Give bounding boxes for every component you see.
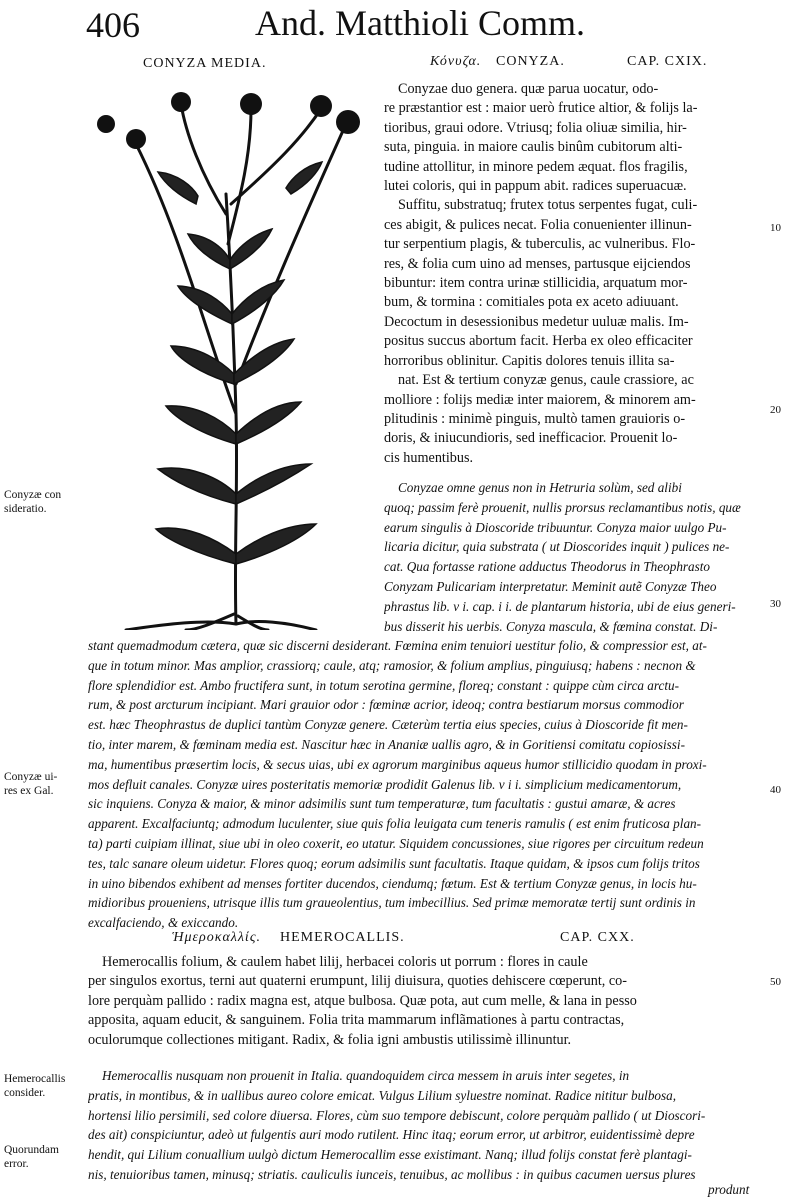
text-line: stant quemadmodum cætera, quæ sic discerni desiderant. Fœmina enim tenuiori uestitur folio, & compressior est, at- — [88, 638, 707, 653]
text-line: sic inquiens. Conyza & maior, & minor adsimilis sunt tum temperaturæ, tum facultatis : gustui amaræ, & acres — [88, 796, 676, 812]
text-line: quoq; passim ferè prouenit, nullis prorsus reclamantibus notis, quæ — [384, 499, 741, 515]
commentary-hemerocallis — [88, 1066, 765, 1185]
text-line: licaria dicitur, quia substrata ( ut Dioscorides inquit ) pulices ne- — [384, 539, 730, 555]
line-number: 30 — [770, 598, 781, 610]
text-line: Suffitu, substratuq; frutex totus serpentes fugat, culi- — [398, 197, 698, 214]
text-line: molliore : folijs mediæ inter maiorem, & minorem am- — [384, 391, 696, 408]
text-line: tur serpentium plagis, & tuberculis, ac vulneribus. Flo- — [384, 236, 696, 253]
text-line: est. hæc Theophrastus de duplici tantùm Conyzæ genere. Cæterùm tertia eius species, cuius à Dioscoride fit men- — [88, 717, 688, 733]
text-line: hendit, qui Lilium conuallium uulgò dictum Hemerocallim esse existimant. Nanq; illud folijs constat ferè plantagi- — [88, 1147, 692, 1163]
chapter2-title: HEMEROCALLIS. — [280, 930, 405, 945]
text-line: positus succus abortum facit. Herba ex oleo efficaciter — [384, 333, 693, 350]
dioscorides-text-conyza — [384, 80, 765, 468]
line-number: 40 — [770, 784, 781, 796]
text-line: Conyzae omne genus non in Hetruria solùm, sed alibi — [398, 480, 682, 495]
text-line: excalfaciendo, & exiccando. — [88, 915, 239, 931]
line-number: 10 — [770, 222, 781, 234]
page-number: 406 — [86, 5, 140, 45]
text-line: Hemerocallis nusquam non prouenit in Italia. quandoquidem circa messem in aruis inter segetes, in — [102, 1068, 630, 1083]
commentary-conyza-narrow — [384, 478, 765, 636]
text-line: des ait) conspiciuntur, adeò ut fulgentis auri modo rutilent. Hinc itaq; eorum error, ut arbitror, euidentissimè depre — [88, 1127, 695, 1143]
margin-note-line: Quorundam — [4, 1144, 59, 1156]
text-line: pratis, in montibus, & in uallibus aureo colore emicat. Vulgus Lilium syluestre nominat. Radice nititur bulbosa, — [88, 1087, 677, 1103]
text-line: tioribus, graui odore. Vtriusq; folia oliuæ similia, hir- — [384, 119, 687, 136]
text-line: ma, humentibus præsertim locis, & secus uias, ubi ex agrorum marginibus aqueus humor stillicidio quodam in proxi- — [88, 756, 707, 772]
text-line: cat. Qua fortasse ratione adductus Theodorus in Theophrasto — [384, 559, 711, 575]
chapter-title: CONYZA. — [496, 54, 565, 69]
margin-note-hemerocallis — [4, 1072, 65, 1100]
line-number: 20 — [770, 404, 781, 416]
margin-note-error — [4, 1143, 59, 1171]
text-line: nis, tenuioribus tamen, minusq; striatis. cauliculis iunceis, tenuibus, ac mollibus : in quibus cacumen uersus plures — [88, 1166, 696, 1182]
text-line: bum, & tormina : comitiales pota ex aceto adiuuant. — [384, 294, 679, 311]
commentary-conyza-wide — [88, 636, 765, 933]
text-line: suta, pinguia. in maiore caulis binûm cubitorum alti- — [384, 139, 683, 156]
text-line: plitudinis : minimè pinguis, multò tamen grauioris o- — [384, 410, 686, 427]
text-line: tudine attollitur, in minore pedem æquat. flos fragilis, — [384, 158, 688, 175]
text-line: oculorumque collectiones mitigant. Radix, & folia igni ambustis utilissimè illinuntur. — [88, 1031, 572, 1048]
text-line: apparent. Excalfaciuntq; admodum luculenter, siue quis folia leuigata cum teneris ramulis ( est enim fruticosa plan- — [88, 816, 702, 832]
conyza-plant-icon — [86, 84, 378, 630]
chapter2-number: CAP. CXX. — [560, 930, 635, 945]
catchword: produnt — [708, 1182, 750, 1197]
text-line: Hemerocallis folium, & caulem habet lilij, herbacei coloris ut porrum : flores in caule — [102, 954, 588, 970]
margin-note-line: error. — [4, 1158, 29, 1170]
text-line: flore splendidior est. Ambo fructifera sunt, in totum serotina germine, floreq; constant : quippe cùm circa arctu- — [88, 677, 680, 693]
line-number: 50 — [770, 976, 781, 988]
chapter2-greek-title: Ἡμεροκαλλίς. — [172, 930, 262, 945]
text-line: tio, inter marem, & fœminam media est. Nascitur hæc in Ananiæ uallis agro, & in Goritiensi comitatu copiosissi- — [88, 736, 685, 752]
text-line: bus disserit his uerbis. Conyza mascula, & fœmina constat. Di- — [384, 618, 718, 634]
text-line: lutei coloris, qui in pappum abit. radices superuacuæ. — [384, 178, 687, 195]
text-line: earum singulis à Dioscoride tribuuntur. Conyza maior uulgo Pu- — [384, 519, 727, 535]
text-line: bibuntur: item contra urinæ stillicidia, arquatum mor- — [384, 275, 688, 292]
margin-note-line: res ex Gal. — [4, 785, 54, 797]
dioscorides-text-hemerocallis — [88, 953, 765, 1050]
margin-note-line: Conyzæ con — [4, 489, 62, 501]
margin-note-consideratio — [4, 488, 61, 516]
text-line: mos defluit canales. Conyzæ uires posteritatis memoriæ prodidit Galenus lib. v i i. simplicium medicamentorum, — [88, 776, 682, 792]
text-line: ta) parti cuipiam illinat, siue ubi in oleo coxerit, eo utatur. Siquidem concussiones, siue rigores per circuitum redeun — [88, 835, 704, 851]
plant-caption: CONYZA MEDIA. — [143, 56, 267, 71]
margin-note-uires — [4, 770, 57, 798]
text-line: apposita, aquam educit, & sanguinem. Folia trita mammarum inflãmationes à partu contractas, — [88, 1012, 625, 1029]
text-line: cis humentibus. — [384, 449, 474, 466]
margin-note-line: sideratio. — [4, 503, 47, 515]
text-line: Decoctum in desessionibus medetur uuluæ malis. Im- — [384, 313, 689, 330]
text-line: rum, & post arcturum incipiant. Mari grauior odor : fœminæ acrior, ideoq; contra bestiarum morsus commodior — [88, 697, 684, 713]
text-line: re præstantior est : maior uerò frutice altior, & folijs la- — [384, 100, 698, 117]
text-line: in uino bibendos exhibent ad menses fortiter ducendos, ciendumq; fœtum. Est & tertium Conyzæ genus, in locis hu- — [88, 875, 697, 891]
margin-note-line: Hemerocallis — [4, 1073, 66, 1085]
text-line: per singulos exortus, terni aut quaterni erumpunt, lilij diuisura, quoties dehiscere cœperunt, co- — [88, 973, 627, 990]
margin-note-line: consider. — [4, 1087, 46, 1099]
text-line: phrastus lib. v i. cap. i i. de plantarum historia, ubi de eius generi- — [384, 598, 736, 614]
text-line: lore perquàm pallido : radix magna est, atque bulbosa. Quæ pota, aut cum melle, & lana in pesso — [88, 992, 637, 1009]
text-line: nat. Est & tertium conyzæ genus, caule crassiore, ac — [398, 372, 694, 389]
text-line: hortensi lilio persimili, sed colore diuersa. Flores, cùm suo tempore debiscunt, colore perquàm pallido ( ut Dioscori- — [88, 1107, 706, 1123]
text-line: midioribus proueniens, utrisque illis tum graueolentius, tum imbecillius. Sed primæ memoratæ tertij sunt ordinis in — [88, 895, 696, 911]
margin-note-line: Conyzæ ui- — [4, 771, 58, 783]
chapter-greek-title: Κόνυζα. — [430, 54, 482, 69]
text-line: Conyzam Pulicariam interpretatur. Meminit autẽ Conyzæ Theo — [384, 578, 717, 594]
text-line: doris, & iniucundioris, sed inefficacior. Prouenit lo- — [384, 430, 678, 447]
chapter-number: CAP. CXIX. — [627, 54, 708, 69]
running-head: And. Matthioli Comm. — [255, 3, 586, 43]
text-line: ces abigit, & pulices necat. Folia conuenienter illinun- — [384, 216, 692, 233]
text-line: res, & folia cum uino ad menses, partusque eijciendos — [384, 255, 691, 272]
text-line: horroribus oblinitur. Capitis dolores tenuis illita sa- — [384, 352, 675, 369]
text-line: tes, talc sanare oleum uidetur. Flores quoq; eorum adsimilis sunt facultatis. Itaque quidam, & ipsos cum folijs tritos — [88, 855, 700, 871]
text-line: Conyzae duo genera. quæ parua uocatur, odo- — [398, 81, 659, 97]
text-line: que in totum minor. Mas amplior, crassiorq; caule, atq; ramosior, & folium amplius, pinguiusq; habens : necnon & — [88, 657, 696, 673]
